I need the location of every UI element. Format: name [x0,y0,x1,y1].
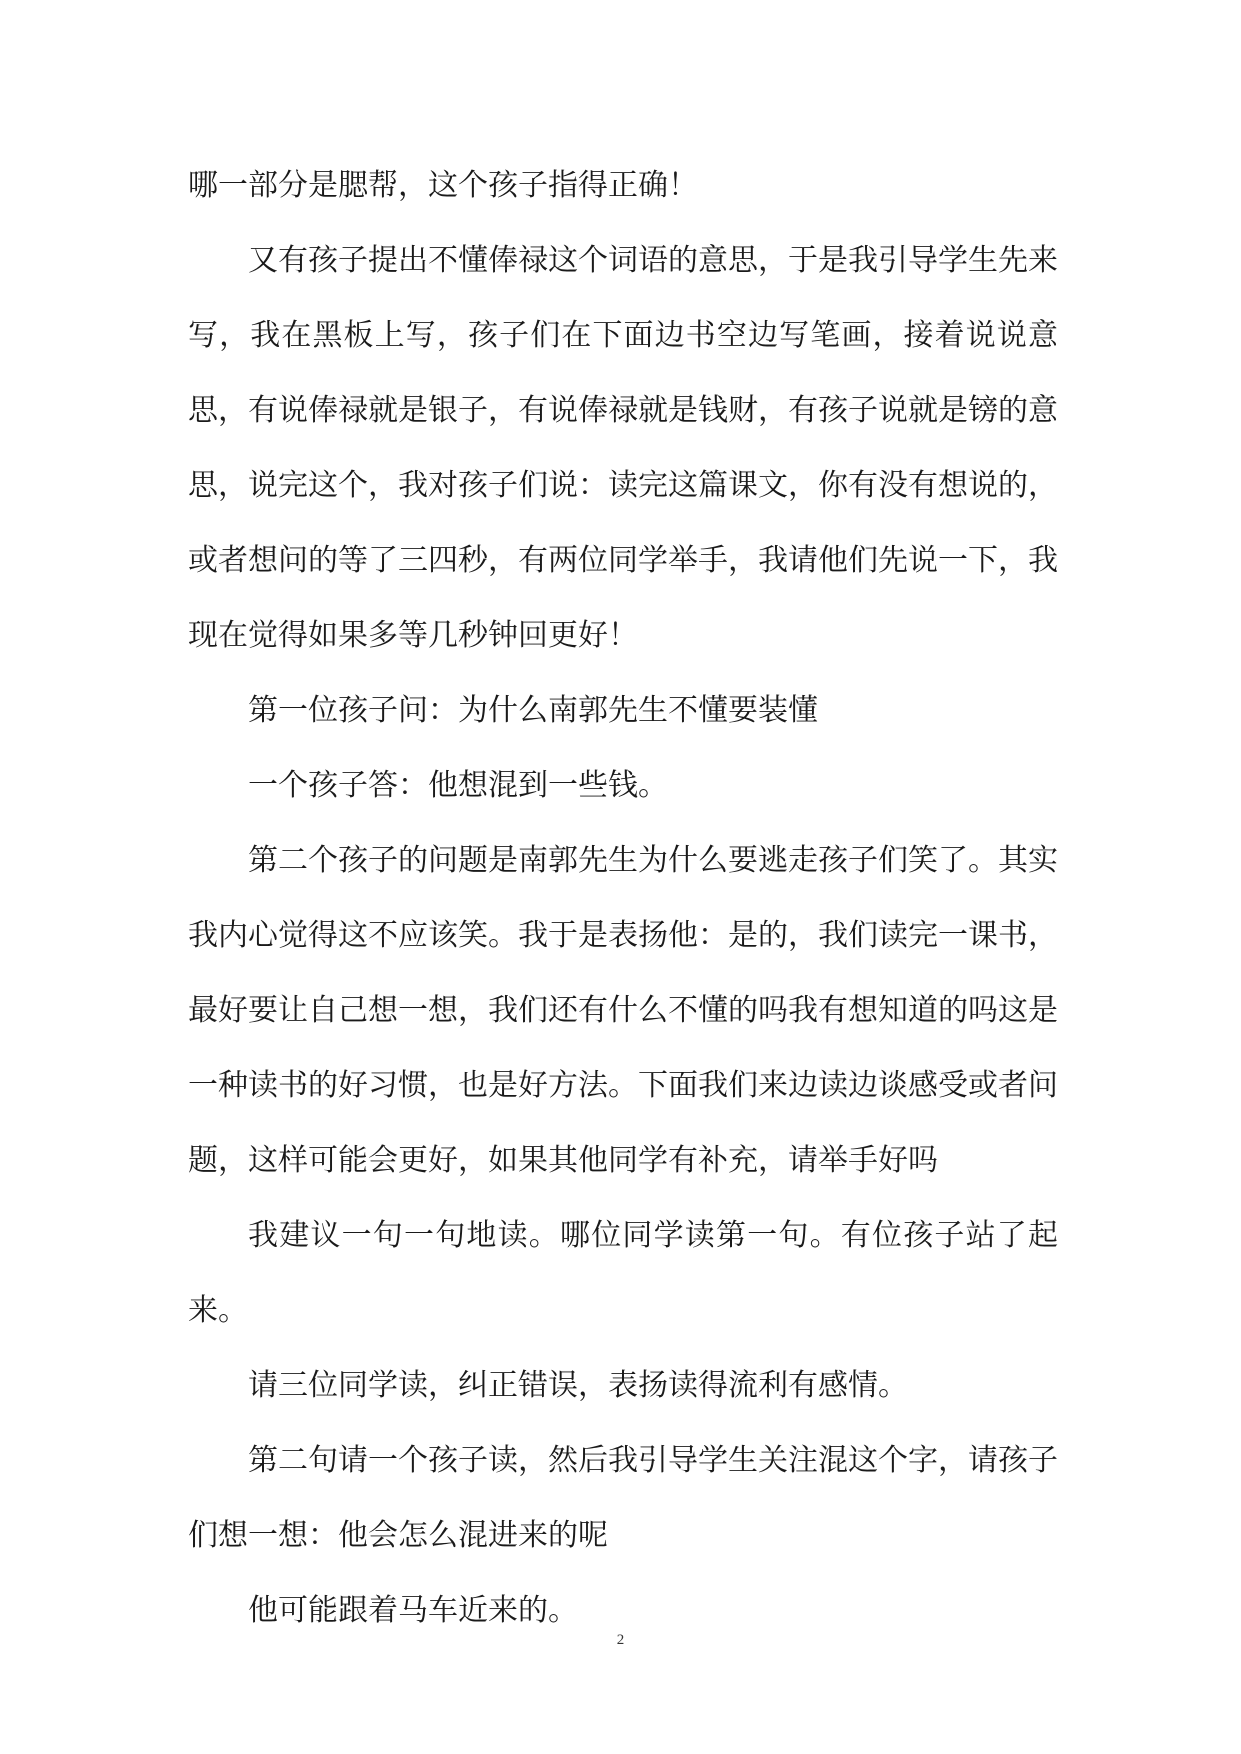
body-text [188,148,1058,1648]
paragraph-2: 又有孩子提出不懂俸禄这个词语的意思，于是我引导学生先来写，我在黑板上写，孩子们在下面边书空边写笔画，接着说说意思，有说俸禄就是银子，有说俸禄就是钱财，有孩子说就是镑的意思，说完这个，我对孩子们说：读完这篇课文，你有没有想说的，或者想问的等了三四秒，有两位同学举手，我请他们先说一下，我现在觉得如果多等几秒钟回更好！ [188,243,1058,653]
paragraph-3: 第一位孩子问：为什么南郭先生不懂要装懂 [248,693,818,728]
paragraph-9: 他可能跟着马车近来的。 [248,1593,578,1628]
paragraph-7: 请三位同学读，纠正错误，表扬读得流利有感情。 [248,1368,908,1403]
paragraph-6: 我建议一句一句地读。哪位同学读第一句。有位孩子站了起来。 [188,1218,1058,1328]
paragraph-5: 第二个孩子的问题是南郭先生为什么要逃走孩子们笑了。其实我内心觉得这不应该笑。我于是表扬他：是的，我们读完一课书，最好要让自己想一想，我们还有什么不懂的吗我有想知道的吗这是一种读书的好习惯，也是好方法。下面我们来边读边谈感受或者问题，这样可能会更好，如果其他同学有补充，请举手好吗 [188,843,1058,1178]
paragraph-1: 哪一部分是腮帮，这个孩子指得正确！ [188,168,698,203]
paragraph-4: 一个孩子答：他想混到一些钱。 [248,768,668,803]
page-number: 2 [616,1632,625,1648]
paragraph-8: 第二句请一个孩子读，然后我引导学生关注混这个字，请孩子们想一想：他会怎么混进来的呢 [188,1443,1058,1553]
